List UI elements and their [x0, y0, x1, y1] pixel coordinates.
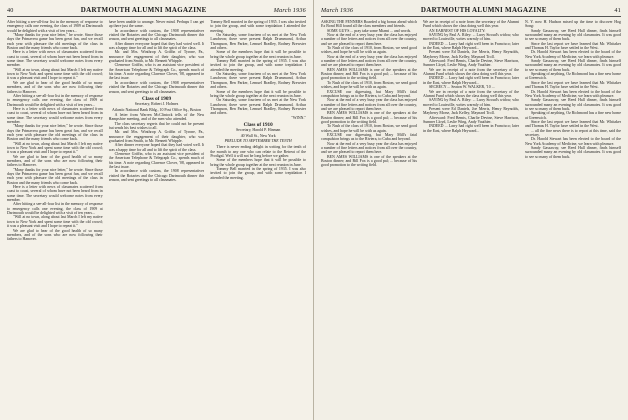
paragraph: We are in receipt of a note from the secretary of the Alumni Fund which shows the class doing well this year.	[423, 67, 519, 77]
paragraph: Speaking of anything, Oz Richmond has a fine new home at Greenwich.	[525, 72, 621, 81]
paragraph: After hitting a see-all-four list in the memory of response to emergency calls one evening, the class of 1909 at Dartmouth would be delighted with a visit of ten years...	[7, 20, 103, 33]
section-subhead: PRELUDE TO SEPTEMBER THE TENTH	[224, 138, 292, 143]
paragraph: Some of the members hope that it will be possible to bring the whole group together at the next reunion in June.	[210, 158, 307, 167]
paragraph: AN EARNEST OF HIS LOYALTY:	[429, 28, 486, 33]
paragraph: "Many thanks for your nice letter," he wrote. Since those days the Primavera game has been great fun, and we recall each year with pleasure the old meetings of the class in Boston and the many friends who come back.	[7, 167, 103, 185]
paragraph: After dinner everyone hoped that they had voted well. It was a happy time for all and to lift the spirit of the class.	[108, 143, 205, 152]
paragraph: Since the last report we have learned that Mr. Whitaker and Thomas H. Taylor have settled in the West.	[525, 119, 621, 129]
paragraph: Clemence Griffin, who is an assistant vice president of the American Telephone & Telegraph Co., spends much of his time. A note regarding Clarence Clover, '08, appeared in the last issue.	[108, 63, 205, 81]
signature: "WINN."	[291, 115, 307, 120]
section-secretary: Secretary, Robert J. Holmes	[134, 102, 179, 107]
page-number: 41	[614, 7, 621, 14]
paragraph: Present were Ed Daniels, Joe Merris, Henry Reynolds, Mayberry Morse, Jack Kelley, Maynard Troll.	[423, 50, 519, 59]
paragraph: Tommy Bell married in the spring of 1935. I was also invited to join the group, and with some trepidation I attended the meeting.	[210, 167, 307, 180]
paragraph: In accordance with custom, the 1908 representatives visited the Rotaries and the Chicago Dartmouth dinner this season, and sent greetings to all classmates.	[108, 80, 205, 94]
paragraph: The class secretary regrets that he could not be present but sends his best wishes to all.	[108, 121, 205, 130]
paragraph: "Many thanks for your nice letter," he wrote. Since those days the Primavera game has been great fun, and we recall each year with pleasure the old meetings of the class in Boston and the many friends who come back.	[7, 33, 103, 51]
section-heading: Class of 1910	[243, 121, 273, 128]
paragraph: EXCUSE our digressing, but Mary Mill's fatal compulsion brings us to the Riviera, to Cuba and beyond.	[321, 89, 417, 98]
section-address: Atlantic National Bank Bldg., 10 Post Office Sq., Boston	[112, 107, 201, 112]
paragraph: Speaking of anything, Oz Richmond has a fine new home at Greenwich.	[525, 111, 621, 120]
paragraph: Dr. Harold Stewart has been elected to the board of the New York Academy of Medicine, we learn with pleasure.	[525, 89, 621, 98]
section-secretary: Secretary, Harold P. Hinman	[235, 128, 281, 133]
paragraph: Since the last report we have learned that Mr. Whitaker and Thomas H. Taylor have settled in the West.	[525, 80, 621, 90]
paragraph: A letter from Warren McClintock tells of the New Hampshire meeting, and of the men who attended.	[108, 112, 205, 122]
page-number: 40	[7, 7, 14, 14]
paragraph: After dinner everyone hoped that they had voted well. It was a happy time for all and to lift the spirit of the class.	[108, 41, 205, 51]
paragraph: SECRECY ... Seaton W. WALKER, '10 ...	[429, 85, 495, 90]
paragraph: BEN AMES WILLIAMS is one of the speakers at the Boston dinner; and Bill Fox is a good pal; ... because of his good promotion to the writing field.	[321, 111, 417, 124]
page-header	[7, 6, 306, 17]
paragraph: Clemence Griffin, who is an assistant vice president of the American Telephone & Telegraph Co., spends much of his time. A note regarding Clarence Clover, '08, appeared in the last issue.	[108, 151, 205, 169]
paragraph: To Nash of the class of 1910, from Boston, we send good wishes, and hope he will be with us again.	[321, 80, 417, 90]
paragraph: On Saturday, some fourteen of us met at the New York Luncheon; there were present Ralph Drummond, Arthur Thompson, Ben Parker, Lemuel Bradley, Rodney Brewster and others.	[210, 33, 307, 51]
paragraph: BEN AMES WILLIAMS is one of the speakers at the Boston dinner; and Bill Fox is a good pal; ... because of his good promotion to the writing field.	[321, 67, 417, 81]
paragraph: Sandy Gassaway, see Reed Hall dinner, finds himself surrounded many an evening by old classmates. It was good to see so many of them back.	[525, 98, 621, 111]
paragraph: "Will at no town, along about last March I left my native town to New York and spent some time with the old crowd; it was a pleasant visit and I hope to repeat it."	[7, 141, 103, 155]
column-2	[423, 20, 519, 418]
column-1	[7, 20, 103, 418]
paragraph: "Will at no town, along about last March I left my native town to New York and spent some time with the old crowd; it was a pleasant visit and I hope to repeat it."	[7, 67, 103, 81]
paragraph: To Nash of the class of 1910, from Boston, we send good wishes, and hope he will be with us again.	[321, 124, 417, 133]
paragraph: Afterward: Fred Bemis, Charlie Devine, Steve Harrison, Sumner Lloyd, Leslie Wing, Andy Vauthier.	[423, 59, 519, 68]
paragraph: INDEED ... Larry had right well been in Francisco; later in the East, where Ralph Heyward...	[423, 41, 519, 51]
paragraph: SAYING by Paul A. Riley: ... Larry Stroud's widow, who moved to Louisville, writes warmly of him.	[423, 98, 519, 107]
paragraph: Some of the members hope that it will be possible to bring the whole group together at the next reunion in June.	[210, 50, 307, 59]
magazine-title: DARTMOUTH ALUMNI MAGAZINE	[420, 6, 547, 14]
column-2	[109, 20, 205, 418]
paragraph: INDEED ... Larry had right well been in Francisco; later in the East, where Ralph Heyward...	[423, 124, 519, 133]
issue-date: March 1936	[321, 7, 354, 14]
magazine-title: DARTMOUTH ALUMNI MAGAZINE	[80, 6, 207, 14]
paragraph: We are in receipt of a note from the secretary of the Alumni Fund which shows the class doing well this year.	[423, 20, 519, 29]
column-3	[210, 20, 306, 418]
paragraph: BEN AMES WILLIAMS is one of the speakers at the Boston dinner; and Bill Fox is a good pal; ... because of his good promotion to the writing field.	[321, 154, 417, 168]
paragraph: Dr. Harold Stewart has been elected to the board of the New York Academy of Medicine, we learn with pleasure.	[525, 137, 621, 146]
paragraph: There is never ending delight in writing for the tenth of the month to any one who can relate to the Retreat of the Prodigal. Well it will not be long before we gather.	[210, 145, 307, 158]
paragraph: On Saturday, some fourteen of us met at the New York Luncheon; there were present Ralph Drummond, Arthur Thompson, Ben Parker, Lemuel Bradley, Rodney Brewster and others.	[210, 72, 307, 90]
column-3	[525, 20, 621, 418]
paragraph: In accordance with custom, the 1908 representatives visited the Rotaries and the Chicago Dartmouth dinner this season, and sent greetings to all classmates.	[108, 28, 205, 42]
paragraph: ... all the fine news there is to report at this time, said the secretary.	[525, 128, 621, 137]
paragraph: Afterward: Fred Bemis, Charlie Devine, Steve Harrison, Sumner Lloyd, Leslie Wing, Andy Vauthier.	[423, 115, 519, 124]
paragraph: We are glad to hear of the good health of so many members, and of the sons who are now following their fathers to Hanover.	[7, 80, 103, 94]
paragraph: N. Y. now H. Hudson mixed up the time to discover Hog Song:	[525, 20, 621, 29]
paragraph: On Saturday, some fourteen of us met at the New York Luncheon; there were present Ralph Drummond, Arthur Thompson, Ben Parker, Lemuel Bradley, Rodney Brewster and others.	[210, 98, 307, 116]
paragraph: After hitting a see-all-four list in the memory of response to emergency calls one evening, the class of 1909 at Dartmouth would be delighted with a visit of ten years...	[7, 202, 103, 216]
paragraph: Sandy Gassaway, see Reed Hall dinner, finds himself surrounded many an evening by old classmates. It was good to see so many of them back.	[525, 28, 621, 42]
paragraph: Here is a letter with news of classmates scattered from coast to coast, several of whom have not been heard from in some time. The secretary would welcome notes from every member.	[7, 106, 103, 124]
paragraph: INDEED ... Larry had right well been in Francisco; later in the East, where Ralph Heyward...	[423, 76, 519, 85]
paragraph: SAYING by Paul A. Riley: ... Larry Stroud's widow, who moved to Louisville, writes warmly of him.	[423, 33, 519, 42]
paragraph: In accordance with custom, the 1908 representatives visited the Rotaries and the Chicago Dartmouth dinner this season, and sent greetings to all classmates.	[108, 169, 205, 183]
paragraph: have been unable to arrange. Never mind. Perhaps I can get up there just the same.	[108, 20, 205, 29]
section-heading: Class of 1909	[141, 95, 172, 102]
paragraph: Tommy Bell married in the spring of 1935. I was also invited to join the group, and with some trepidation I attended the meeting.	[210, 20, 307, 33]
section-address: 40 Wall St., New York	[240, 133, 276, 138]
paragraph: SOME GUYS ... pray take some Miami ... and words.	[327, 28, 412, 33]
paragraph: Mr. and Mrs. Winthrop A. Griffin of Tyrone, Pa., announce the engagement of their daughter, who was graduated from Smith, to Mr. Bennett Whipple.	[108, 50, 205, 64]
paragraph: We are glad to hear of the good health of so many members, and of the sons who are now following their fathers to Hanover.	[7, 228, 103, 242]
paragraph: Here is a letter with news of classmates scattered from coast to coast, several of whom have not been heard from in some time. The secretary would welcome notes from every member.	[7, 185, 103, 203]
paragraph: To Nash of the class of 1910, from Boston, we send good wishes, and hope he will be with us again.	[321, 46, 417, 55]
page-header	[321, 6, 621, 17]
paragraph: Now at the end of a very busy year the class has enjoyed a number of fine letters and notices from all over the country, and we are pleased to report them here.	[321, 141, 417, 155]
paragraph: Now at the end of a very busy year the class has enjoyed a number of fine letters and notices from all over the country, and we are pleased to report them here.	[321, 98, 417, 111]
paragraph: Now at the end of a very busy year the class has enjoyed a number of fine letters and notices from all over the country, and we are pleased to report them here.	[321, 33, 417, 46]
paragraph: ASKING THE FENNERS Boarded a big bonus ahead which Ex Bond Hill found all the class members and friends.	[321, 20, 417, 29]
paragraph: "Will at no town, along about last March I left my native town to New York and spent some time with the old crowd; it was a pleasant visit and I hope to repeat it."	[7, 215, 103, 229]
paragraph: Here is a letter with news of classmates scattered from coast to coast, several of whom have not been heard from in some time. The secretary would welcome notes from every member.	[7, 50, 103, 68]
paragraph: Mr. and Mrs. Winthrop A. Griffin of Tyrone, Pa., announce the engagement of their daughter, who was graduated from Smith, to Mr. Bennett Whipple.	[108, 130, 205, 143]
paragraph: Tommy Bell married in the spring of 1935. I was also invited to join the group, and with some trepidation I attended the meeting.	[210, 59, 307, 72]
paragraph: Sandy Gassaway, see Reed Hall dinner, finds himself surrounded many an evening by old classmates. It was good to see so many of them back.	[525, 59, 621, 72]
paragraph: EXCUSE our digressing, but Mary Mill's fatal compulsion brings us to the Riviera, to Cuba and beyond.	[321, 132, 417, 142]
paragraph: We are glad to hear of the good health of so many members, and of the sons who are now following their fathers to Hanover.	[7, 154, 103, 168]
paragraph: Now at the end of a very busy year the class has enjoyed a number of fine letters and notices from all over the country, and we are pleased to report them here.	[321, 54, 417, 68]
paragraph: Present were Ed Daniels, Joe Merris, Henry Reynolds, Mayberry Morse, Jack Kelley, Maynard Troll.	[423, 106, 519, 116]
paragraph: Dr. Harold Stewart has been elected to the board of the New York Academy of Medicine, we learn with pleasure.	[525, 50, 621, 59]
paragraph: Since the last report we have learned that Mr. Whitaker and Thomas H. Taylor have settled in the West.	[525, 41, 621, 51]
right-page	[314, 0, 628, 420]
paragraph: After hitting a see-all-four list in the memory of response to emergency calls one evening, the class of 1909 at Dartmouth would be delighted with a visit of ten years...	[7, 93, 103, 107]
paragraph: "Many thanks for your nice letter," he wrote. Since those days the Primavera game has been great fun, and we recall each year with pleasure the old meetings of the class in Boston and the many friends who come back.	[7, 124, 103, 142]
paragraph: Sandy Gassaway, see Reed Hall dinner, finds himself surrounded many an evening by old classmates. It was good to see so many of them back.	[525, 145, 621, 159]
paragraph: Some of the members hope that it will be possible to bring the whole group together at the next reunion in June.	[210, 89, 307, 98]
issue-date: March 1936	[273, 7, 306, 14]
paragraph: We are in receipt of a note from the secretary of the Alumni Fund which shows the class doing well this year.	[423, 89, 519, 98]
column-1	[321, 20, 417, 418]
